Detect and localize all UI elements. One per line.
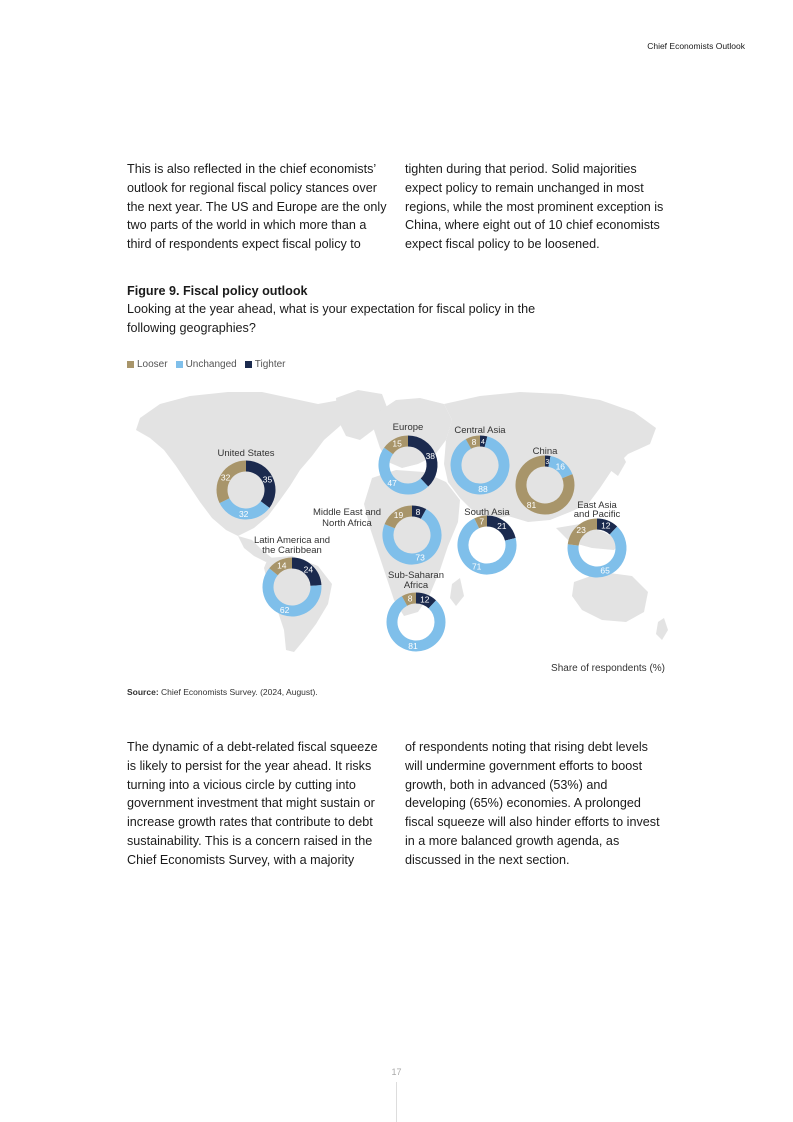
closing-column-2: of respondents noting that rising debt levels will undermine government efforts to boost growth, both in advanced (53%) and developing (65%) economies. A prolonged fiscal squeeze will also hinder efforts to invest in a more balanced growth agenda, as discussed in the next section. <box>405 740 660 867</box>
source-text: Chief Economists Survey. (2024, August). <box>158 687 318 697</box>
region-label: Sub-Saharan <box>388 570 444 581</box>
donut-value-looser: 7 <box>479 516 485 527</box>
donut-value-tighter: 35 <box>262 474 273 485</box>
source-label: Source: <box>127 687 159 697</box>
donut-value-tighter: 21 <box>497 521 507 532</box>
donut-value-looser: 8 <box>407 593 413 604</box>
intro-column-2: tighten during that period. Solid majorities expect policy to remain unchanged in most regions, while the most prominent exception is China, where eight out of 10 chief economists expect fiscal policy to be loosened. <box>405 162 664 252</box>
donut-value-tighter: 12 <box>601 520 611 531</box>
region-label: Latin America and <box>253 535 331 546</box>
donut-value-tighter: 8 <box>415 506 421 517</box>
donut-value-looser: 8 <box>471 436 477 447</box>
closing-column-1: The dynamic of a debt-related fiscal squeeze is likely to persist for the year ahead. It risks turning into a vicious circle by cutting into government investment that might sustain or increase growth rates that contribute to debt sustainability. This is a concern raised in the Chief Economists Survey, with a majority <box>127 740 378 867</box>
map-madagascar <box>450 578 464 606</box>
region-label: and Pacific <box>573 509 621 520</box>
figure-subtitle: Looking at the year ahead, what is your expectation for fiscal policy in the following geographies? <box>127 302 536 335</box>
map-australia <box>572 572 648 622</box>
donut-value-tighter: 12 <box>420 594 430 605</box>
donut-value-tighter: 38 <box>425 451 436 462</box>
region-label: the Caribbean <box>262 545 322 556</box>
legend-label-looser: Looser <box>137 359 168 370</box>
donut-south-asia <box>463 507 511 572</box>
running-header: Chief Economists Outlook <box>647 41 745 51</box>
donut-value-unchanged: 71 <box>471 561 482 572</box>
region-label: United States <box>217 448 275 459</box>
donut-value-unchanged: 32 <box>238 508 249 519</box>
donut-value-unchanged: 81 <box>408 640 418 651</box>
region-label: North Africa <box>322 518 372 529</box>
donut-value-unchanged: 47 <box>387 478 397 488</box>
figure-title: Figure 9. Fiscal policy outlook <box>127 284 308 298</box>
donut-value-unchanged: 62 <box>279 604 290 615</box>
donut-value-unchanged: 88 <box>478 483 488 494</box>
donut-value-looser: 32 <box>220 472 231 483</box>
donut-value-looser: 14 <box>277 560 287 571</box>
legend-label-unchanged: Unchanged <box>185 359 237 370</box>
donut-value-unchanged: 16 <box>555 461 566 472</box>
region-label: China <box>532 446 558 457</box>
donut-value-looser: 81 <box>526 499 537 510</box>
region-label: Middle East and <box>312 507 382 518</box>
legend-label-tighter: Tighter <box>254 359 286 370</box>
donut-value-looser: 15 <box>392 438 402 449</box>
region-label: South Asia <box>464 507 510 518</box>
donut-value-tighter: 4 <box>481 439 485 447</box>
donut-value-tighter: 3 <box>545 459 550 467</box>
closing-text <box>127 738 667 870</box>
intro-column-1: This is also reflected in the chief economists’ outlook for regional fiscal policy stances over the next year. The US and Europe are the only two parts of the world in which more than a third of respondents expect fiscal policy to <box>127 162 387 252</box>
page-divider <box>396 1082 397 1122</box>
share-note: Share of respondents (%) <box>551 663 665 674</box>
source-note <box>127 687 318 697</box>
region-label: East Asia <box>577 500 617 511</box>
donut-value-unchanged: 65 <box>600 565 610 576</box>
donut-value-looser: 19 <box>393 510 404 521</box>
map-new-zealand <box>656 618 668 640</box>
region-label: Africa <box>403 580 429 591</box>
page-number: 17 <box>391 1067 402 1077</box>
donut-value-tighter: 24 <box>303 564 314 575</box>
region-label: Central Asia <box>454 425 506 436</box>
donut-value-unchanged: 73 <box>415 552 425 563</box>
region-label: Europe <box>392 422 424 433</box>
donut-value-looser: 23 <box>576 525 586 535</box>
